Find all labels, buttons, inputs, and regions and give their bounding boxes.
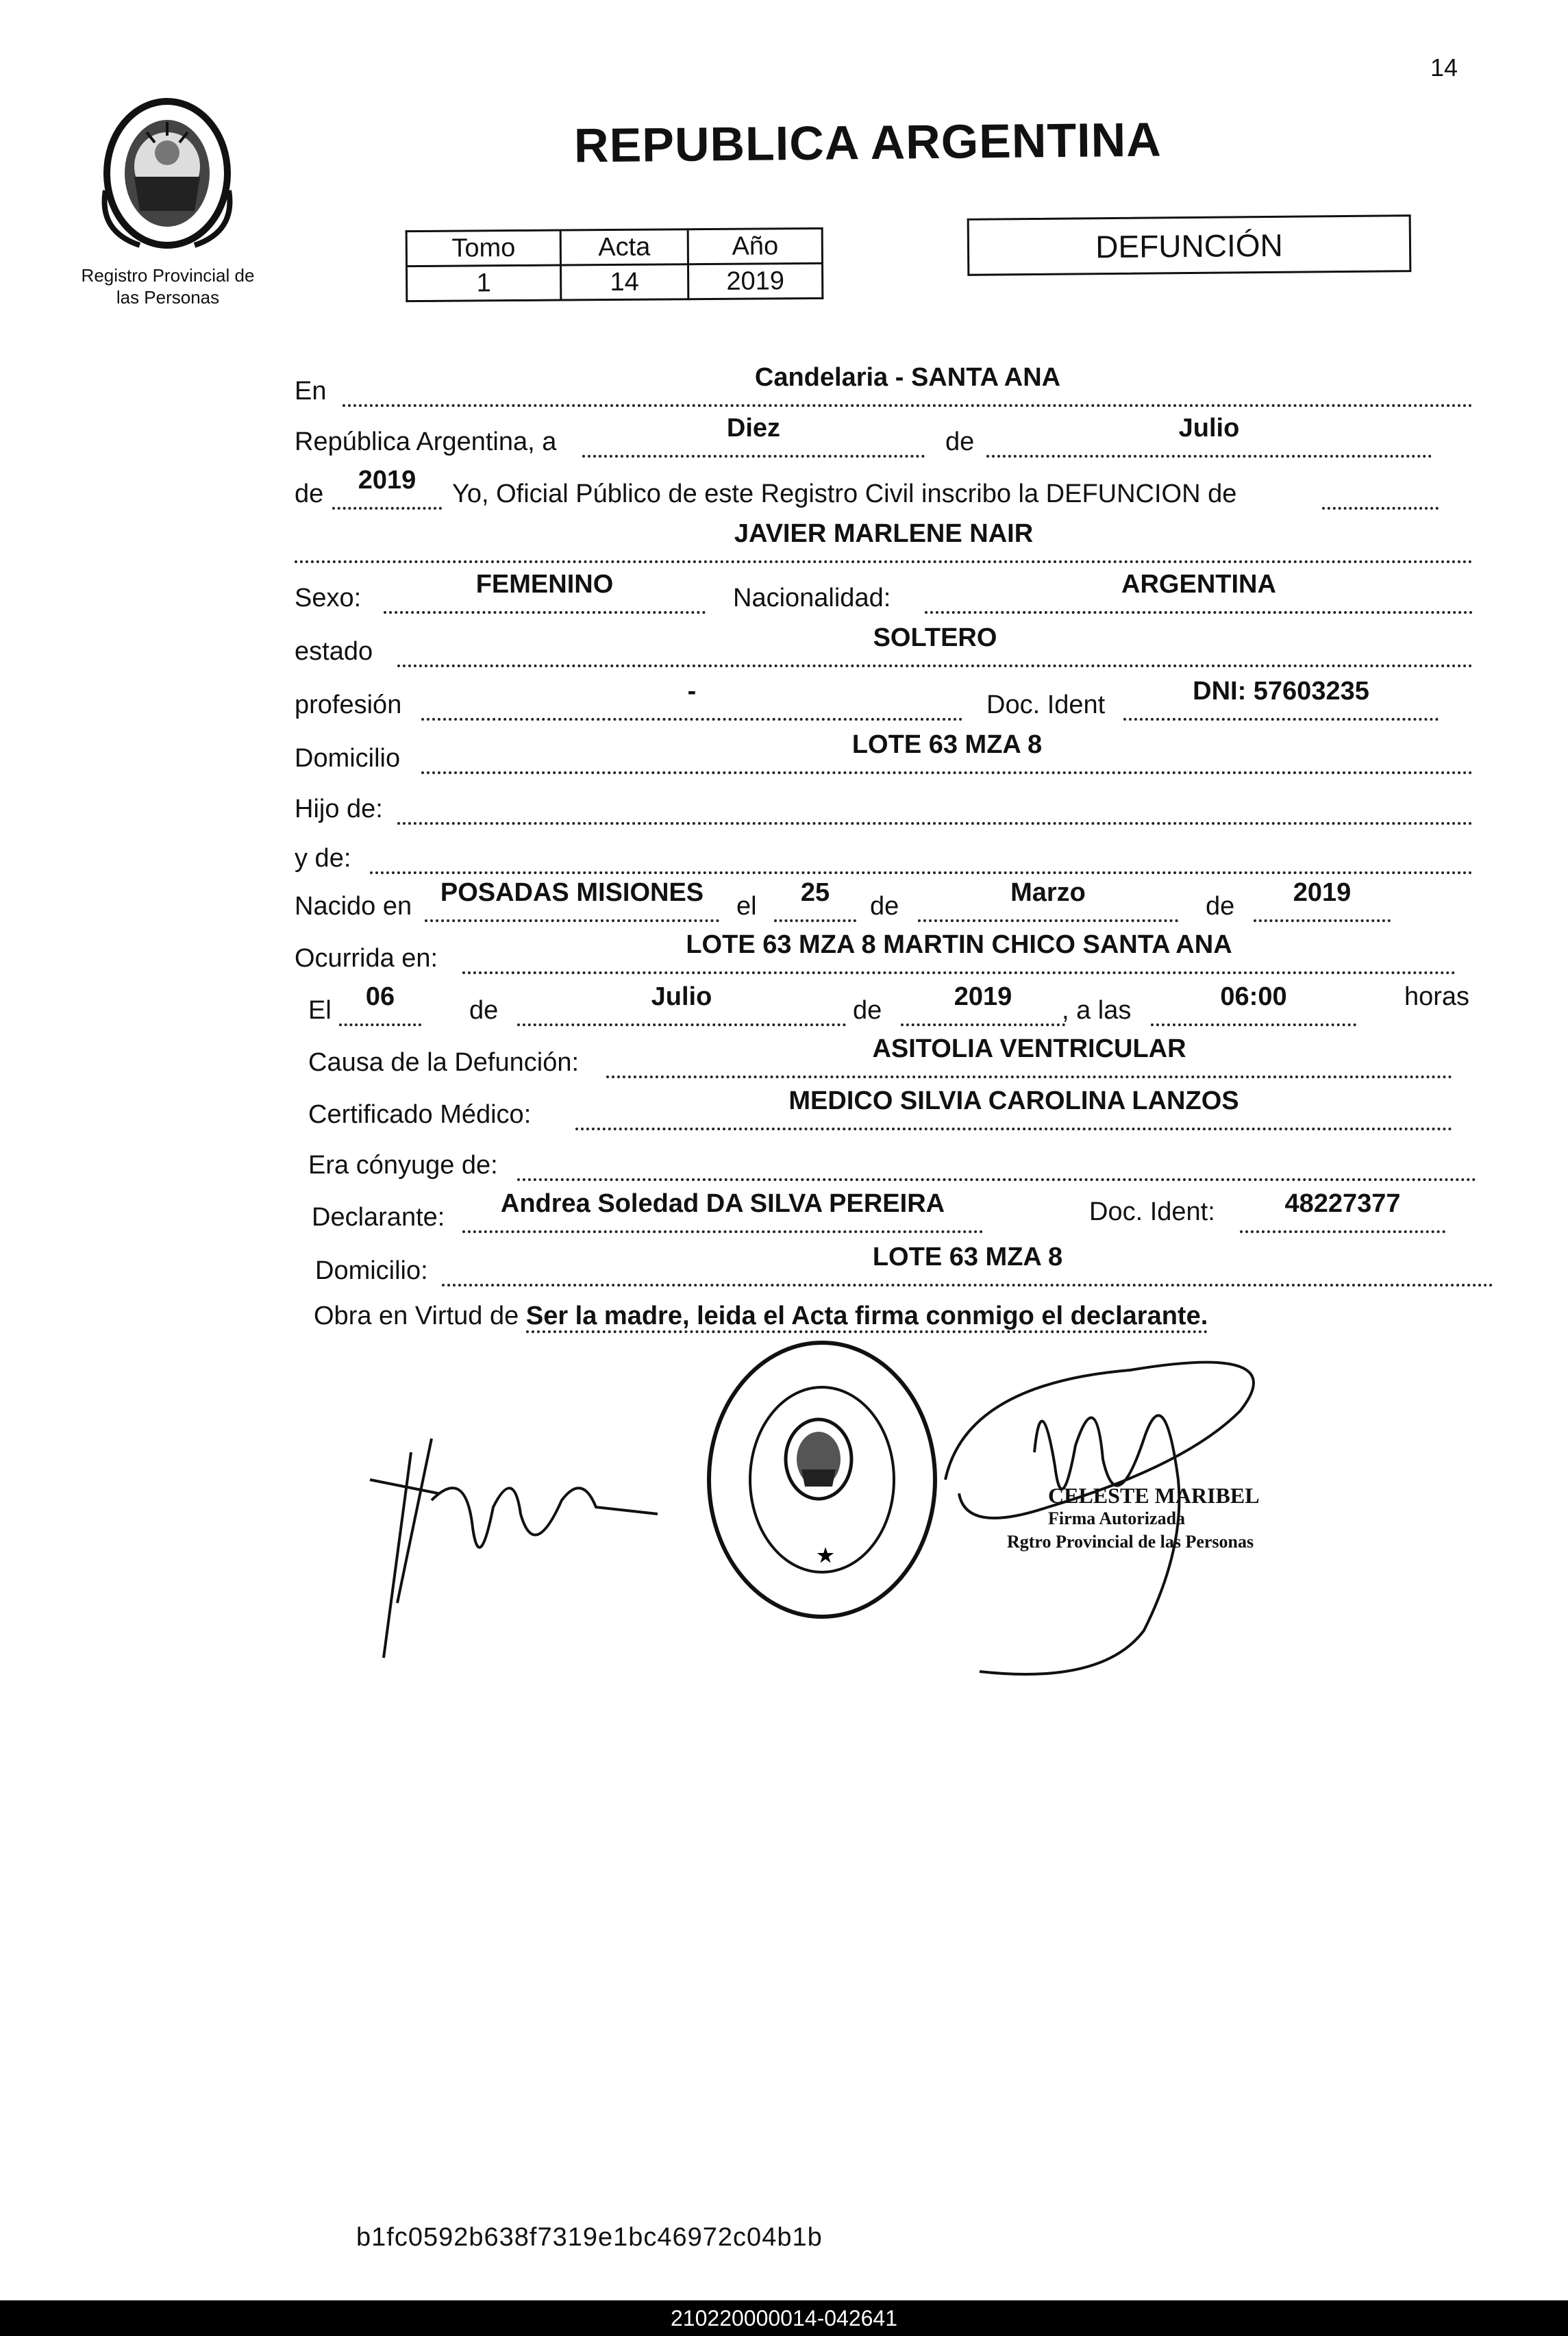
label-de: de [1206, 892, 1235, 921]
label-de: de [853, 996, 882, 1025]
stamp-line-2: Firma Autorizada [1048, 1508, 1186, 1528]
value-lugar: Candelaria - SANTA ANA [754, 363, 1061, 392]
value-def-dia: 06 [365, 982, 395, 1011]
field-causa [606, 1034, 1452, 1078]
value-doc: DNI: 57603235 [1193, 677, 1369, 706]
field-nac-anio [1254, 878, 1391, 922]
field-def-mes [517, 982, 846, 1026]
footer-code-bar: 210220000014-042641 [0, 2300, 1568, 2336]
field-nac-mes [918, 878, 1178, 922]
field-conyuge [517, 1151, 1476, 1181]
province-coat-of-arms-logo [92, 95, 242, 252]
label-horas: horas [1404, 982, 1470, 1011]
field-nombre [295, 519, 1473, 563]
label-y-de: y de: [295, 844, 351, 873]
row-obra [314, 1302, 1208, 1331]
table-cell-anio: 2019 [688, 263, 822, 299]
label-de: de [945, 427, 975, 456]
value-nac-anio: 2019 [1293, 878, 1352, 907]
signature-left [356, 1425, 671, 1672]
label-de: de [870, 892, 899, 921]
field-certificado [575, 1086, 1452, 1130]
label-certificado: Certificado Médico: [308, 1100, 532, 1129]
label-el-upper: El [308, 996, 332, 1025]
value-declarante-domicilio: LOTE 63 MZA 8 [872, 1243, 1063, 1271]
document-hash: b1fc0592b638f7319e1bc46972c04b1b [356, 2223, 823, 2252]
value-certificado: MEDICO SILVIA CAROLINA LANZOS [788, 1086, 1239, 1115]
value-anio-inscripcion: 2019 [358, 466, 416, 495]
field-doc [1123, 677, 1439, 721]
field-nacionalidad [925, 570, 1473, 614]
field-estado [397, 623, 1473, 667]
record-type-box: DEFUNCIÓN [967, 214, 1412, 276]
field-declarante-doc [1240, 1189, 1445, 1233]
value-sexo: FEMENINO [475, 570, 614, 599]
field-sexo [384, 570, 706, 614]
field-y-de [370, 844, 1473, 874]
record-table [406, 227, 824, 302]
value-mes-inscripcion: Julio [1178, 414, 1240, 443]
page-number: 14 [1430, 53, 1458, 82]
field-domicilio [421, 730, 1473, 774]
field-nacido-en [425, 878, 719, 922]
authorized-signature-stamp [1007, 1484, 1260, 1554]
value-def-anio: 2019 [954, 982, 1012, 1011]
table-cell-tomo: 1 [407, 265, 561, 301]
field-nac-dia [774, 878, 856, 922]
field-def-dia [339, 982, 421, 1026]
label-republica: República Argentina, a [295, 427, 557, 456]
label-conyuge: Era cónyuge de: [308, 1151, 498, 1180]
table-header-tomo: Tomo [406, 230, 560, 266]
value-nacionalidad: ARGENTINA [1121, 570, 1276, 599]
label-hijo-de: Hijo de: [295, 795, 383, 823]
table-header-acta: Acta [560, 229, 688, 265]
value-domicilio: LOTE 63 MZA 8 [851, 730, 1043, 759]
label-sexo: Sexo: [295, 584, 362, 612]
value-dia-inscripcion: Diez [726, 414, 781, 443]
value-nacido-en: POSADAS MISIONES [440, 878, 704, 907]
label-de: de [295, 480, 324, 508]
table-cell-acta: 14 [561, 264, 688, 300]
value-def-hora: 06:00 [1220, 982, 1287, 1011]
label-nacido-en: Nacido en [295, 892, 412, 921]
label-profesion: profesión [295, 691, 402, 719]
document-title: REPUBLICA ARGENTINA [573, 112, 1162, 173]
label-de: de [469, 996, 499, 1025]
label-domicilio: Domicilio [295, 744, 401, 773]
value-nac-dia: 25 [800, 878, 830, 907]
svg-text:★: ★ [817, 1545, 834, 1566]
value-causa: ASITOLIA VENTRICULAR [872, 1034, 1186, 1063]
label-obra: Obra en Virtud de [314, 1302, 519, 1330]
registry-line-2: las Personas [116, 287, 220, 308]
field-def-anio [901, 982, 1065, 1026]
label-ocurrida-en: Ocurrida en: [295, 944, 438, 973]
label-el: el [736, 892, 757, 921]
label-inscribo: Yo, Oficial Público de este Registro Civil inscribo la DEFUNCION de [452, 480, 1237, 508]
stamp-line-1: CELESTE MARIBEL [1048, 1483, 1260, 1508]
field-dia-inscripcion [582, 414, 925, 458]
registry-line-1: Registro Provincial de [81, 265, 255, 286]
stamp-line-3: Rgtro Provincial de las Personas [1007, 1532, 1254, 1552]
field-inscribo-extra [1322, 480, 1439, 510]
field-hijo-de [397, 795, 1473, 825]
value-declarante-doc: 48227377 [1284, 1189, 1401, 1218]
field-mes-inscripcion [986, 414, 1432, 458]
label-en: En [295, 377, 327, 406]
label-nacionalidad: Nacionalidad: [733, 584, 891, 612]
value-nombre: JAVIER MARLENE NAIR [734, 519, 1034, 548]
field-declarante [462, 1189, 983, 1233]
field-lugar [343, 363, 1473, 407]
registry-seal-stamp [699, 1336, 945, 1624]
field-anio-inscripcion [332, 466, 442, 510]
label-estado: estado [295, 637, 373, 666]
value-nac-mes: Marzo [1010, 878, 1086, 907]
field-profesion [421, 677, 962, 721]
value-def-mes: Julio [651, 982, 712, 1011]
label-declarante: Declarante: [312, 1203, 445, 1232]
value-estado: SOLTERO [873, 623, 997, 652]
label-domicilio-declarante: Domicilio: [315, 1256, 428, 1285]
field-ocurrida-en [462, 930, 1456, 974]
value-declarante: Andrea Soledad DA SILVA PEREIRA [500, 1189, 945, 1218]
label-a-las: , a las [1062, 996, 1132, 1025]
field-def-hora [1151, 982, 1356, 1026]
table-header-anio: Año [688, 228, 822, 264]
field-declarante-domicilio [442, 1243, 1493, 1287]
registry-name [62, 264, 274, 308]
value-obra: Ser la madre, leida el Acta firma conmigo el declarante. [526, 1302, 1208, 1333]
value-profesion: - [687, 677, 697, 706]
label-doc-ident-declarante: Doc. Ident: [1089, 1197, 1215, 1226]
value-ocurrida-en: LOTE 63 MZA 8 MARTIN CHICO SANTA ANA [686, 930, 1232, 959]
label-causa: Causa de la Defunción: [308, 1048, 580, 1077]
label-doc-ident: Doc. Ident [986, 691, 1106, 719]
